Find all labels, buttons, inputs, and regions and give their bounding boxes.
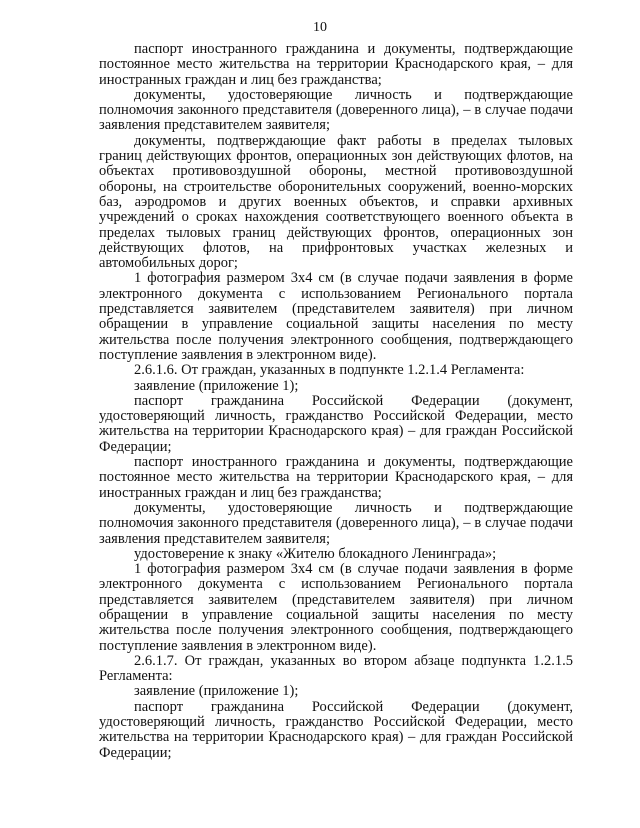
paragraph: документы, удостоверяющие личность и подтверждающие полномочия законного представителя (доверенного лица), – в случае подачи заявления представителем заявителя; (99, 499, 573, 547)
paragraph: документы, подтверждающие факт работы в пределах тыловых границ действующих фронтов, операционных зон действующих флотов, на объектах противовоздушной обороны, местной противовоздушной обороны, на строительстве оборонительных сооружений, военно-морских баз, аэродромов и других военных объектов, и справки архивных учреждений о сроках нахождения соответствующего военного объекта в пределах тыловых границ действующих фронтов, операционных зон действующих флотов, на прифронтовых участках железных и автомобильных дорог; (99, 132, 573, 272)
paragraph: заявление (приложение 1); (134, 377, 299, 394)
document-body (99, 42, 573, 761)
paragraph: паспорт иностранного гражданина и документы, подтверждающие постоянное место жительства на территории Краснодарского края, – для иностранных граждан и лиц без гражданства; (99, 454, 573, 501)
paragraph: паспорт гражданина Российской Федерации (документ, удостоверяющий личность, гражданство Российской Федерации, место жительства на территории Краснодарского края) – для граждан Российской Федерации; (99, 698, 573, 761)
paragraph: 1 фотография размером 3х4 см (в случае подачи заявления в форме электронного документа с использованием Регионального портала представляется заявителем (представителем заявителя) при личном обращении в управление социальной защиты населения по месту жительства после получения электронного сообщения, подтверждающего поступление заявления в электронном виде). (99, 561, 573, 654)
paragraph: заявление (приложение 1); (134, 683, 299, 700)
paragraph: 1 фотография размером 3х4 см (в случае подачи заявления в форме электронного документа с использованием Регионального портала представляется заявителем (представителем заявителя) при личном обращении в управление социальной защиты населения по месту жительства после получения электронного сообщения, подтверждающего поступление заявления в электронном виде). (99, 270, 573, 363)
paragraph: удостоверение к знаку «Жителю блокадного Ленинграда»; (134, 545, 497, 562)
paragraph: документы, удостоверяющие личность и подтверждающие полномочия законного представителя (доверенного лица), – в случае подачи заявления представителем заявителя; (99, 86, 573, 134)
page-number: 10 (313, 20, 327, 35)
paragraph: паспорт гражданина Российской Федерации (документ, удостоверяющий личность, гражданство Российской Федерации, место жительства на территории Краснодарского края) – для граждан Российской Федерации; (99, 392, 573, 455)
paragraph: паспорт иностранного гражданина и документы, подтверждающие постоянное место жительства на территории Краснодарского края, – для иностранных граждан и лиц без гражданства; (99, 41, 573, 88)
section-heading: 2.6.1.6. От граждан, указанных в подпункте 1.2.1.4 Регламента: (134, 362, 525, 379)
section-heading: 2.6.1.7. От граждан, указанных во втором абзаце подпункта 1.2.1.5 Регламента: (99, 652, 573, 685)
